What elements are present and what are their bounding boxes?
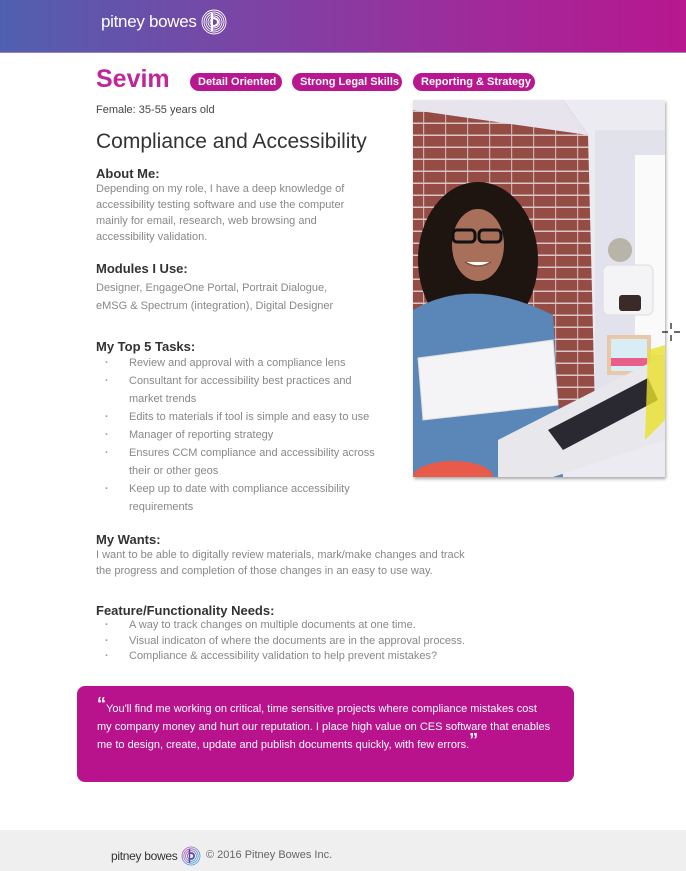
modules-heading: Modules I Use: [96,261,188,276]
task-item [105,408,375,426]
pitney-bowes-logo-icon [201,9,227,35]
task-text: Consultant for accessibility best practices and [129,375,352,387]
trait-badge: Reporting & Strategy [413,73,535,91]
copyright-text: © 2016 Pitney Bowes Inc. [206,849,333,861]
footer-brand-name: pitney bowes [111,849,178,863]
brand-logo [101,9,227,35]
persona-role-title: Compliance and Accessibility [96,130,367,153]
pitney-bowes-logo-icon [181,846,201,866]
about-line: Depending on my role, I have a deep knowledge of [96,183,345,195]
quote-line [97,694,554,718]
tasks-list [105,354,375,516]
persona-photo-illustration [413,100,665,477]
about-text [96,181,344,245]
modules-line: Designer, EngageOne Portal, Portrait Dialogue, [96,282,328,294]
task-item [105,372,375,408]
open-quote-mark: “ [97,694,106,714]
quote-line [97,730,554,754]
brand-name: pitney bowes [101,12,197,31]
need-item: · Visual indicaton of where the documents are in the approval process. [105,634,465,650]
task-item [105,480,375,516]
persona-name: Sevim [96,65,170,93]
wants-line: the progress and completion of those changes in an easy to use way. [96,565,433,577]
task-text: Manager of reporting strategy [129,429,274,441]
task-text: Edits to materials if tool is simple and easy to use [129,411,370,423]
demographic-text: Female: 35-55 years old [96,104,215,116]
wants-text [96,547,465,579]
modules-line: eMSG & Spectrum (integration), Digital Designer [96,300,334,312]
task-text: their or other geos [129,465,219,477]
tasks-heading: My Top 5 Tasks: [96,339,196,354]
need-item: · Compliance & accessibility validation to help prevent mistakes? [105,649,465,665]
about-line: mainly for email, research, web browsing and [96,215,317,227]
header-banner [0,0,686,53]
task-item [105,444,375,480]
wants-line: I want to be able to digitally review materials, mark/make changes and track [96,549,465,561]
trait-badge: Strong Legal Skills [292,73,402,91]
task-text: Review and approval with a compliance lens [129,357,346,369]
footer-logo [111,846,201,866]
footer [0,830,686,871]
need-item: · A way to track changes on multiple documents at one time. [105,618,465,634]
needs-heading: Feature/Functionality Needs: [96,603,275,618]
task-text: Keep up to date with compliance accessibility [129,483,350,495]
task-item [105,426,375,444]
quote-line: my company money and hurt our reputation. I place high value on CES software that enables [97,721,551,733]
persona-photo [413,100,665,477]
wants-heading: My Wants: [96,532,161,547]
about-line: accessibility testing software and use the computer [96,199,345,211]
crosshair-cursor-icon [662,323,680,341]
about-heading: About Me: [96,166,160,181]
trait-badge: Detail Oriented [190,73,282,91]
close-quote-mark: ” [469,730,479,750]
persona-quote [77,686,574,782]
quote-text: me to design, create, update and publish documents quickly, with few errors. [97,739,470,751]
quote-text: You'll find me working on critical, time sensitive projects where compliance mistakes cost [106,703,537,715]
modules-text [96,279,333,315]
task-text: market trends [129,393,197,405]
task-text: requirements [129,501,194,513]
task-item [105,354,375,372]
about-line: accessibility validation. [96,231,208,243]
task-text: Ensures CCM compliance and accessibility across [129,447,375,459]
needs-list [105,618,465,665]
